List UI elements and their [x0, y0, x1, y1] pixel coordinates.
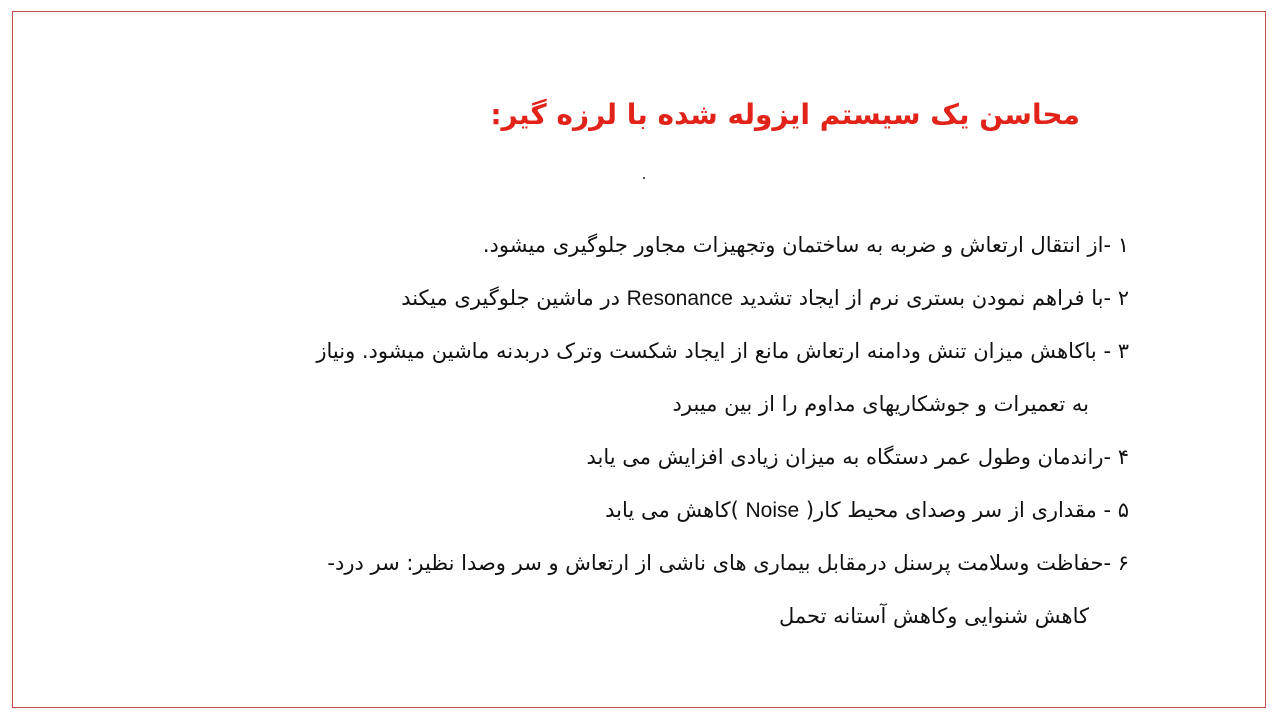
list-item-2 — [149, 272, 1129, 325]
list-item-4-text: ۴ -راندمان وطول عمر دستگاه به میزان زیادی افزایش می یابد — [586, 445, 1129, 469]
slide — [12, 11, 1266, 708]
list-item-5 — [149, 484, 1129, 537]
list-item-3 — [149, 325, 1129, 431]
list-item-6-continuation: کاهش شنوایی وکاهش آستانه تحمل — [778, 604, 1089, 628]
term-noise: Noise — [745, 499, 800, 522]
list-item-5-text-end: )کاهش می یابد — [605, 498, 746, 522]
slide-title: محاسن یک سیستم ایزوله شده با لرزه گیر: — [490, 98, 1080, 131]
term-resonance: Resonance — [626, 287, 733, 310]
list-item-3-text: ۳ - باکاهش میزان تنش ودامنه ارتعاش مانع از ایجاد شکست وترک دربدنه ماشین میشود. ونیاز — [316, 339, 1129, 363]
list-item-2-text-end: در ماشین جلوگیری میکند — [401, 286, 627, 310]
list-item-1 — [149, 219, 1129, 272]
list-item-6-text: ۶ -حفاظت وسلامت پرسنل درمقابل بیماری های ناشی از ارتعاش و سر وصدا نظیر: سر درد- — [327, 551, 1129, 575]
list-item-2-text — [149, 272, 1129, 325]
list-item-1-text: ۱ -از انتقال ارتعاش و ضربه به ساختمان وتجهیزات مجاور جلوگیری میشود. — [482, 233, 1129, 257]
list-item-6 — [149, 537, 1129, 643]
list-item-5-text — [149, 484, 1129, 537]
stray-dot — [643, 177, 645, 179]
list-item-3-continuation: به تعمیرات و جوشکاریهای مداوم را از بین میبرد — [672, 392, 1089, 416]
list-item-2-text-start: ۲ -با فراهم نمودن بستری نرم از ایجاد تشدید — [732, 286, 1129, 310]
list-item-4 — [149, 431, 1129, 484]
advantages-list — [149, 219, 1129, 643]
list-item-5-text-start: ۵ - مقداری از سر وصدای محیط کار( — [799, 498, 1129, 522]
